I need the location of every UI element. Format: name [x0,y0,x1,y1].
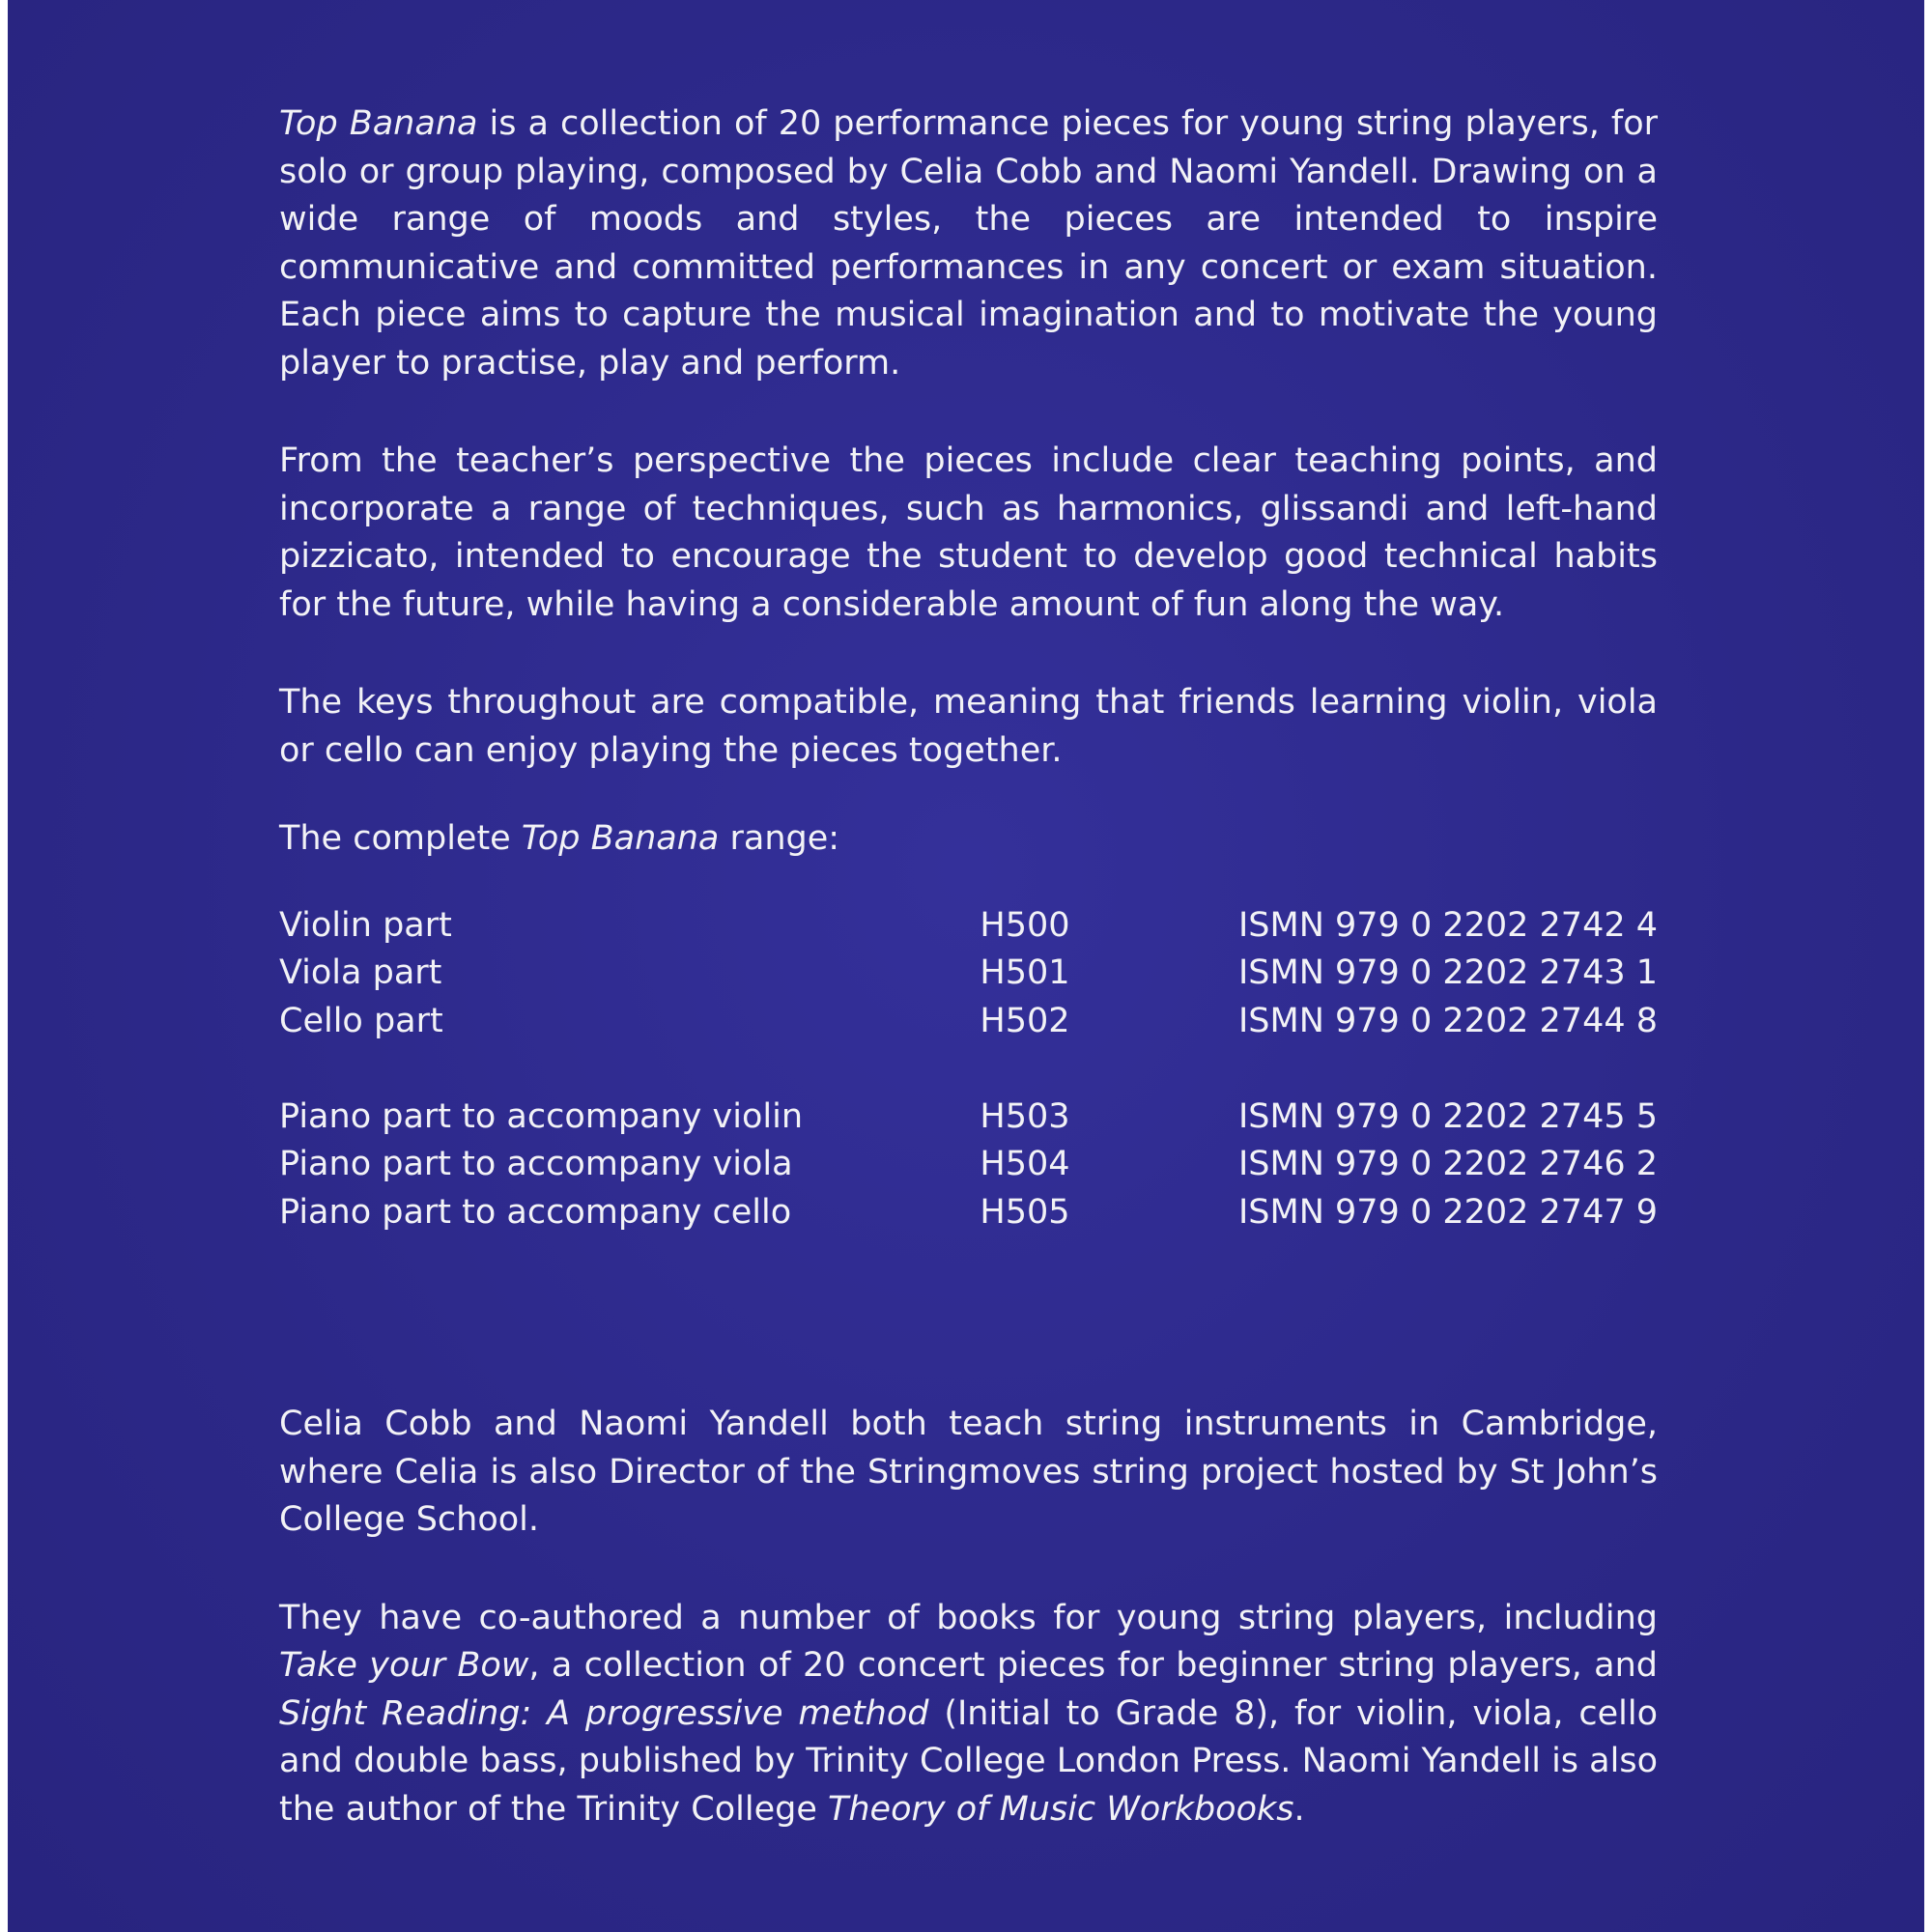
coauthored-part2: , a collection of 20 concert pieces for beginner string players, and [528,1646,1658,1685]
piano-part-code: H504 [980,1145,1070,1183]
part-code: H500 [980,905,1070,945]
book-title-theory-workbooks: Theory of Music Workbooks [827,1789,1294,1829]
intro-title-italic: Top Banana [279,104,478,143]
piano-part-ismn: ISMN 979 0 2202 2746 2 [1237,1145,1658,1183]
back-cover-page [8,0,1924,1932]
range-heading [279,815,1658,864]
table-spacer [279,1045,1658,1094]
table-row [279,950,1658,998]
piano-part-ismn: ISMN 979 0 2202 2747 9 [1237,1192,1658,1232]
keys-paragraph: The keys throughout are compatible, meaning that friends learning violin, viola or cello can enjoy playing the pieces together. [279,683,1658,770]
table-row [279,998,1658,1046]
teacher-paragraph: From the teacher’s perspective the pieces include clear teaching points, and incorporate a range of techniques, such as harmonics, glissandi and left-hand pizzicato, intended to encourage the student to develop good technical habits for the future, while having a considerable amount of fun along the way. [279,441,1658,624]
part-name: Cello part [279,1001,443,1040]
table-row [279,1189,1658,1237]
bio-paragraph: Celia Cobb and Naomi Yandell both teach string instruments in Cambridge, where Celia is also Director of the Stringmoves string project hosted by St John’s College School. [279,1405,1658,1539]
range-table [279,902,1658,1237]
part-code: H502 [980,1001,1070,1040]
coauthored-part4: . [1293,1789,1305,1829]
back-cover-text [279,100,1658,1833]
table-row [279,1094,1658,1142]
intro-paragraph [279,100,1658,387]
piano-part-name: Piano part to accompany violin [279,1096,804,1136]
table-row [279,902,1658,951]
piano-part-name: Piano part to accompany cello [279,1192,792,1232]
part-ismn: ISMN 979 0 2202 2742 4 [1237,905,1658,945]
range-heading-after: range: [719,819,840,858]
range-heading-before: The complete [279,819,522,858]
book-title-sight-reading: Sight Reading: A progressive method [279,1693,929,1733]
piano-part-name: Piano part to accompany viola [279,1145,793,1183]
coauthored-part3: (Initial to Grade 8), for violin, viola, cello and double bass, published by Trinity College London Press. Naomi Yandell is also the author of the Trinity College [279,1693,1658,1829]
intro-text: is a collection of 20 performance pieces for young string players, for solo or group playing, composed by Celia Cobb and Naomi Yandell. Drawing on a wide range of moods and styles, the pieces are intended to inspire communicative and committed performances in any concert or exam situation. Each piece aims to capture the musical imagination and to motivate the young player to practise, play and perform. [279,104,1659,383]
piano-part-code: H503 [980,1096,1070,1136]
range-heading-italic: Top Banana [521,819,720,858]
book-title-take-your-bow: Take your Bow [279,1646,529,1685]
part-name: Viola part [279,953,442,992]
coauthored-part1: They have co-authored a number of books for young string players, including [279,1598,1658,1637]
part-code: H501 [980,953,1070,992]
piano-part-ismn: ISMN 979 0 2202 2745 5 [1237,1096,1658,1136]
part-name: Violin part [279,905,452,945]
part-ismn: ISMN 979 0 2202 2743 1 [1237,953,1658,992]
piano-part-code: H505 [980,1192,1070,1232]
part-ismn: ISMN 979 0 2202 2744 8 [1237,1001,1658,1040]
coauthored-paragraph [279,1595,1658,1834]
table-row [279,1141,1658,1189]
